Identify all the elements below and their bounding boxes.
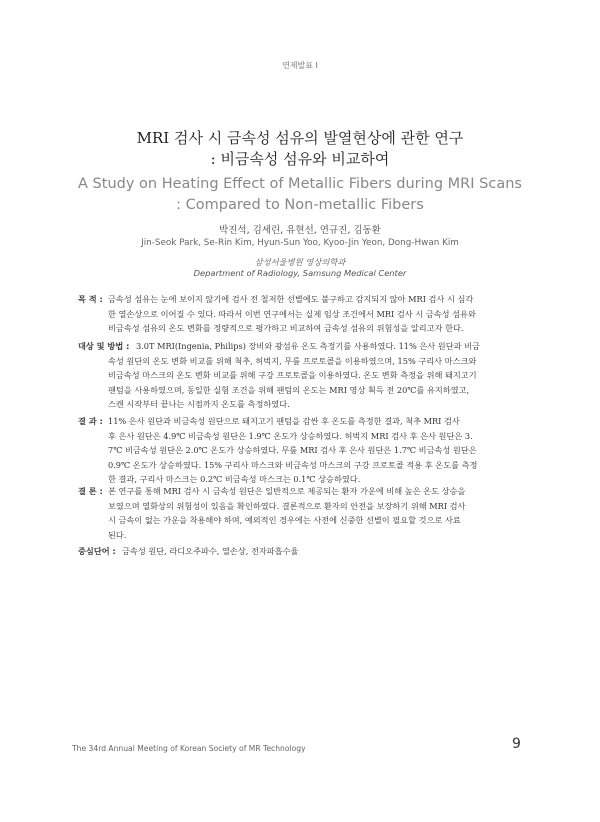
section-line: 3.0T MRI(Ingenia, Philips) 장비와 광섬유 온도 측정기를 사용하였다. 11% 은사 원단과 비금 (136, 341, 480, 351)
authors-korean: 박진석, 김세린, 유현선, 연규진, 김동환 (219, 225, 381, 236)
title-korean (0, 128, 600, 170)
section-line: 스캔 시작부터 끝나는 시점까지 온도를 측정하였다. (108, 399, 290, 410)
section-conclusion (78, 484, 528, 542)
authors-english: Jin-Seok Park, Se-Rin Kim, Hyun-Sun Yoo, Kyoo-Jin Yeon, Dong-Hwan Kim (141, 238, 459, 248)
section-line: 한 결과, 구리사 마스크는 0.2℃ 비금속성 마스크는 0.1℃ 상승하였다. (108, 474, 361, 485)
section-line: 시 금속이 없는 가운을 착용해야 하며, 예외적인 경우에는 사전에 신중한 선별이 필요할 것으로 사료 (108, 515, 461, 526)
section-methods (78, 339, 528, 412)
footer-meeting-name: The 34rd Annual Meeting of Korean Society of MR Technology (72, 744, 306, 753)
section-line: 팬텀을 사용하였으며, 동일한 실험 조건을 위해 팬텀의 온도는 MRI 영상 획득 전 20℃를 유지하였고, (108, 384, 470, 395)
section-label: 대상 및 방법 : (78, 341, 130, 351)
keywords-line: 금속성 원단, 라디오주파수, 열손상, 전자파흡수율 (122, 546, 299, 556)
section-line: 비금속성 마스크의 온도 변화 비교를 위해 구강 프로토콜을 이용하였다. 온도 변화 측정을 위해 돼지고기 (108, 370, 477, 381)
affiliation-english: Department of Radiology, Samsung Medical Center (193, 268, 407, 278)
title-korean-line-2: : 비금속성 섬유와 비교하여 (210, 150, 390, 168)
section-line: 비금속성 섬유의 온도 변화를 정량적으로 평가하고 비교하여 금속성 섬유의 위험성을 알리고자 한다. (108, 323, 464, 334)
section-line: 11% 은사 원단과 비금속성 원단으로 돼지고기 팬텀을 감싼 후 온도를 측정한 결과, 척추 MRI 검사 (108, 416, 460, 426)
section-label: 중심단어 : (78, 546, 116, 556)
section-label: 결 과 : (78, 416, 103, 426)
section-keywords (78, 544, 528, 559)
title-english-line-2: : Compared to Non-metallic Fibers (176, 197, 424, 213)
page-number: 9 (512, 736, 521, 752)
title-english (0, 174, 600, 216)
title-korean-line-1: MRI 검사 시 금속성 섬유의 발열현상에 관한 연구 (136, 129, 464, 147)
section-line: 속성 원단의 온도 변화 비교를 위해 척추, 허벅지, 무릎 프로토콜을 이용하였으며, 15% 구리사 마스크와 (108, 355, 477, 366)
section-line: 금속성 섬유는 눈에 보이지 않기에 검사 전 철저한 선별에도 불구하고 감지되지 않아 MRI 검사 시 심각 (108, 294, 474, 304)
section-line: 한 열손상으로 이어질 수 있다. 따라서 이번 연구에서는 실제 임상 조건에서 MRI 검사 시 금속성 섬유와 (108, 308, 476, 319)
section-line: 0.9℃ 온도가 상승하였다. 15% 구리사 마스크와 비금속성 마스크의 구강 프로토콜 적용 후 온도를 측정 (108, 459, 478, 470)
section-label: 결 론 : (78, 486, 103, 496)
running-head: 연제발표 Ⅰ (282, 61, 318, 70)
section-label: 목 적 : (78, 294, 103, 304)
affiliation-korean: 삼성서울병원 영상의학과 (254, 257, 346, 267)
section-line: 후 은사 원단은 4.9℃ 비금속성 원단은 1.9℃ 온도가 상승하였다. 허벅지 MRI 검사 후 은사 원단은 3. (108, 430, 473, 441)
section-line: 보였으며 열화상의 위험성이 있음을 확인하였다. 결론적으로 환자의 안전을 보장하기 위해 MRI 검사 (108, 500, 466, 511)
section-line: 된다. (108, 529, 127, 540)
section-results (78, 414, 528, 487)
section-line: 7℃ 비금속성 원단은 2.0℃ 온도가 상승하였다. 무릎 MRI 검사 후 은사 원단은 1.7℃ 비금속성 원단은 (108, 445, 477, 456)
section-purpose (78, 292, 528, 336)
section-line: 본 연구를 통해 MRI 검사 시 금속성 원단은 일반적으로 제공되는 환자 가운에 비해 높은 온도 상승을 (108, 486, 466, 496)
title-english-line-1: A Study on Heating Effect of Metallic Fibers during MRI Scans (78, 176, 522, 192)
